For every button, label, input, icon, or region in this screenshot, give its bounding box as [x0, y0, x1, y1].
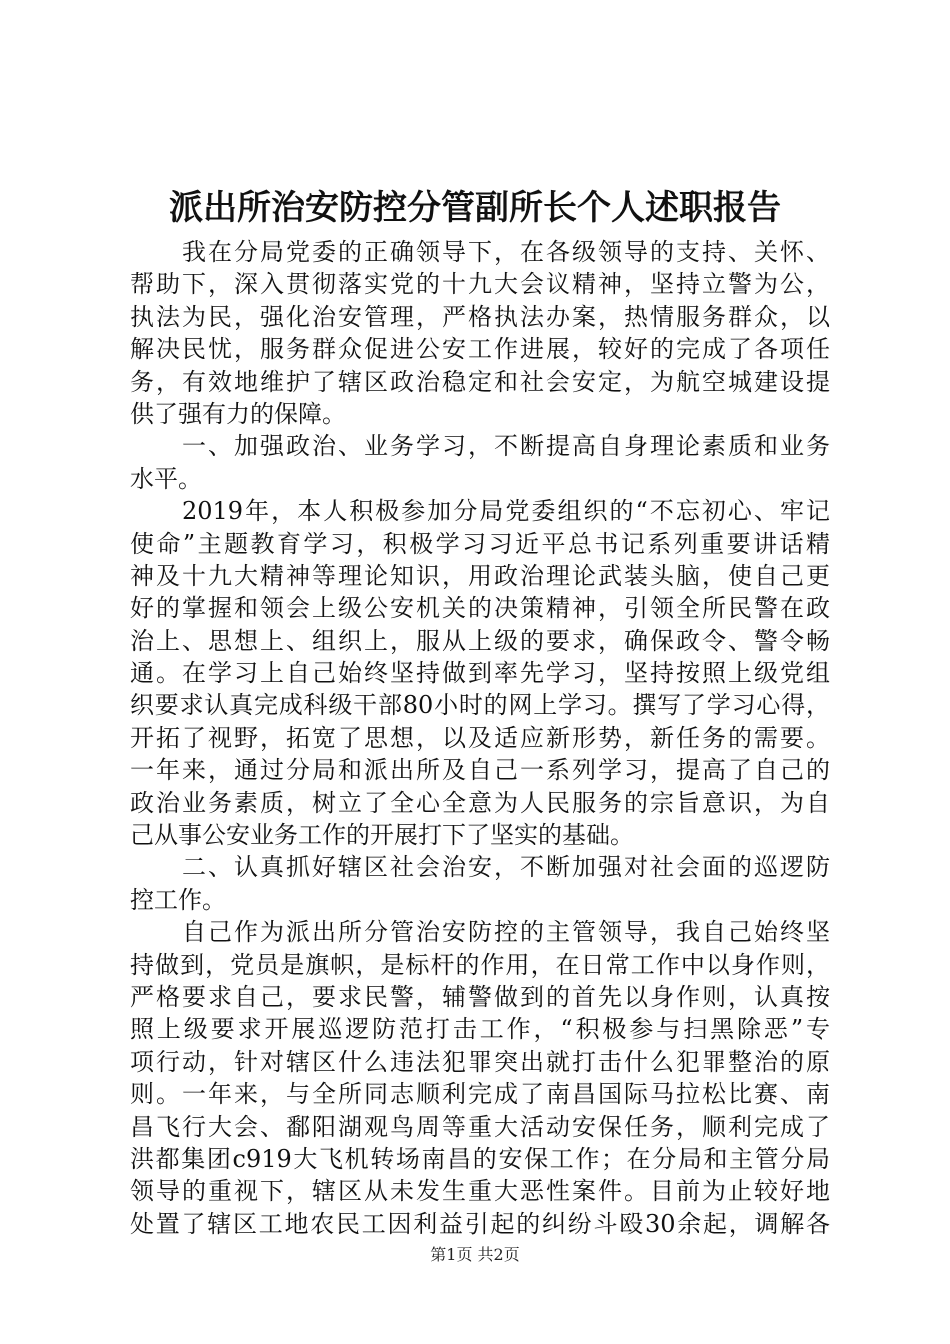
section-2-heading-line-2: 控工作。 [130, 885, 226, 914]
page-number-footer: 第1页 共2页 [430, 1245, 520, 1264]
document-body [130, 236, 830, 1240]
paragraph-5-line-4: 照上级要求开展巡逻防范打击工作，“积极参与扫黑除恶”专 [130, 1015, 830, 1044]
section-2-heading-line-1: 二、认真抓好辖区社会治安，不断加强对社会面的巡逻防 [182, 853, 830, 882]
paragraph-5-line-2: 持做到，党员是旗帜，是标杆的作用，在日常工作中以身作则， [130, 950, 830, 979]
paragraph-3-line-4: 好的掌握和领会上级公安机关的决策精神，引领全所民警在政 [130, 594, 830, 623]
paragraph-3-line-8: 开拓了视野，拓宽了思想，以及适应新形势，新任务的需要。 [130, 723, 830, 752]
paragraph-3-line-9: 一年来，通过分局和派出所及自己一系列学习，提高了自己的 [130, 756, 830, 785]
paragraph-1-line-2: 帮助下，深入贯彻落实党的十九大会议精神，坚持立警为公， [130, 270, 830, 299]
paragraph-1-line-4: 解决民忧，服务群众促进公安工作进展，较好的完成了各项任 [130, 335, 830, 364]
paragraph-5-line-5: 项行动，针对辖区什么违法犯罪突出就打击什么犯罪整治的原 [130, 1047, 830, 1076]
paragraph-5-line-8: 洪都集团c919大飞机转场南昌的安保工作；在分局和主管分局 [130, 1144, 830, 1173]
paragraph-3-line-7: 织要求认真完成科级干部80小时的网上学习。撰写了学习心得， [130, 691, 830, 720]
paragraph-3-line-3: 神及十九大精神等理论知识，用政治理论武装头脑，使自己更 [130, 561, 830, 590]
document-title: 派出所治安防控分管副所长个人述职报告 [169, 188, 781, 228]
paragraph-5-line-1: 自己作为派出所分管治安防控的主管领导，我自己始终坚 [182, 918, 830, 947]
paragraph-3-line-1: 2019年，本人积极参加分局党委组织的“不忘初心、牢记 [182, 497, 830, 526]
section-1-heading-line-2: 水平。 [130, 464, 202, 493]
paragraph-1-line-5: 务，有效地维护了辖区政治稳定和社会安定，为航空城建设提 [130, 367, 830, 396]
paragraph-5-line-10: 处置了辖区工地农民工因利益引起的纠纷斗殴30余起，调解各 [130, 1209, 830, 1238]
paragraph-5-line-3: 严格要求自己，要求民警，辅警做到的首先以身作则，认真按 [130, 982, 830, 1011]
paragraph-3-line-2: 使命”主题教育学习，积极学习习近平总书记系列重要讲话精 [130, 529, 830, 558]
paragraph-5-line-6: 则。一年来，与全所同志顺利完成了南昌国际马拉松比赛、南 [130, 1080, 830, 1109]
section-1-heading-line-1: 一、加强政治、业务学习，不断提高自身理论素质和业务 [182, 432, 830, 461]
paragraph-3-line-10: 政治业务素质，树立了全心全意为人民服务的宗旨意识，为自 [130, 788, 830, 817]
paragraph-3-line-6: 通。在学习上自己始终坚持做到率先学习，坚持按照上级党组 [130, 659, 830, 688]
paragraph-3-line-11: 己从事公安业务工作的开展打下了坚实的基础。 [130, 821, 634, 850]
paragraph-1-line-1: 我在分局党委的正确领导下，在各级领导的支持、关怀、 [182, 238, 830, 266]
paragraph-5-line-7: 昌飞行大会、鄱阳湖观鸟周等重大活动安保任务，顺利完成了 [130, 1112, 830, 1141]
paragraph-5-line-9: 领导的重视下，辖区从未发生重大恶性案件。目前为止较好地 [130, 1177, 830, 1206]
paragraph-3-line-5: 治上、思想上、组织上，服从上级的要求，确保政令、警令畅 [130, 626, 830, 655]
paragraph-1-line-6: 供了强有力的保障。 [130, 399, 346, 428]
paragraph-1-line-3: 执法为民，强化治安管理，严格执法办案，热情服务群众，以 [130, 302, 830, 331]
